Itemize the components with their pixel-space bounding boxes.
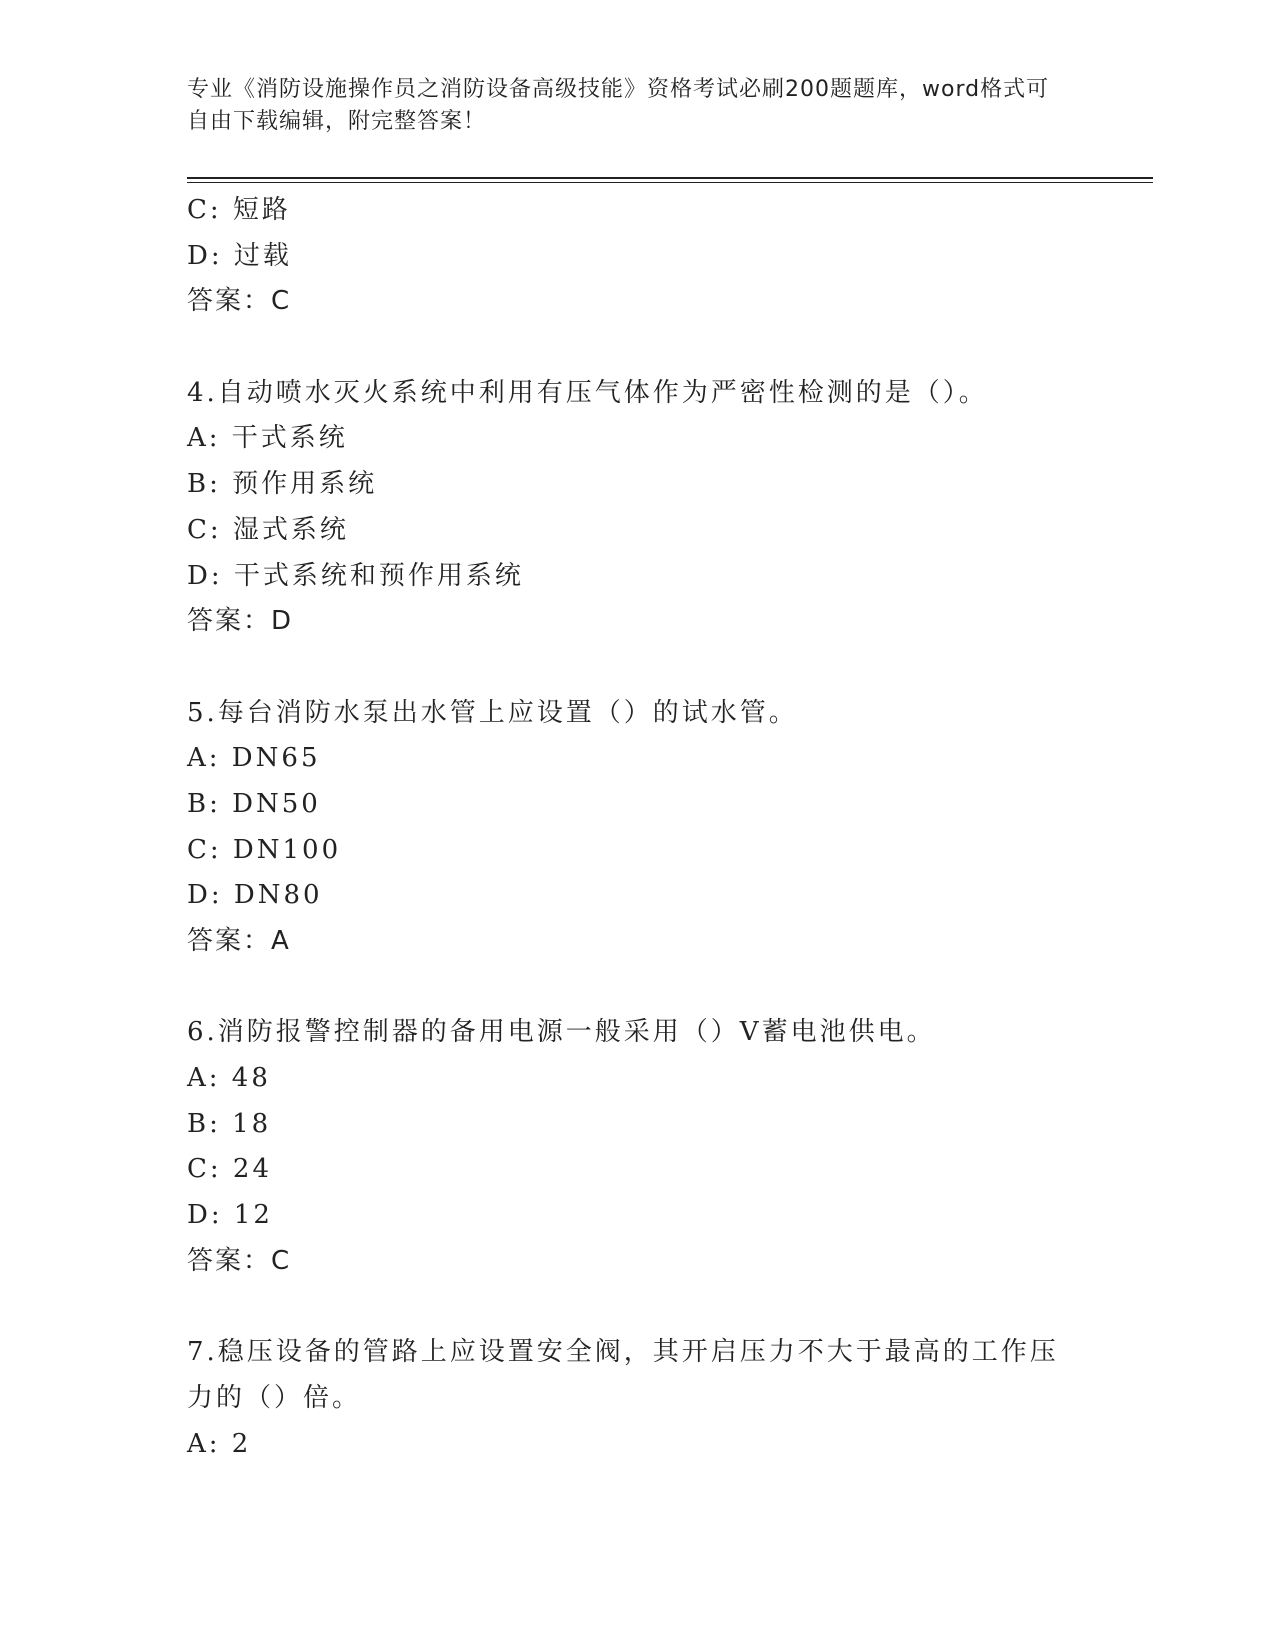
question-list [187, 188, 1087, 1467]
spacer [187, 325, 1087, 371]
header-divider-thin [187, 182, 1153, 183]
option-d: D: 过载 [187, 240, 292, 271]
answer-line: 答案：D [187, 606, 294, 637]
option-b: B: 18 [187, 1108, 272, 1139]
option-a: A: DN65 [187, 743, 321, 774]
option-a: A: 干式系统 [187, 423, 348, 454]
answer-line: 答案：C [187, 286, 292, 317]
option-c: C: 24 [187, 1154, 273, 1185]
spacer [187, 645, 1087, 691]
answer-line: 答案：C [187, 1245, 292, 1276]
page-header: 专业《消防设施操作员之消防设备高级技能》资格考试必刷200题题库，word格式可自由下载编辑，附完整答案！ [187, 77, 1050, 134]
question-stem: 5.每台消防水泵出水管上应设置（）的试水管。 [187, 697, 798, 728]
option-a: A: 2 [187, 1428, 252, 1459]
spacer [187, 1285, 1087, 1331]
answer-line: 答案：A [187, 926, 291, 956]
spacer [187, 965, 1087, 1011]
option-d: D: 12 [187, 1200, 273, 1231]
option-a: A: 48 [187, 1063, 271, 1094]
question-stem: 4.自动喷水灭火系统中利用有压气体作为严密性检测的是（）。 [187, 377, 988, 408]
header-divider-thick [187, 177, 1153, 179]
option-b: B: 预作用系统 [187, 469, 378, 500]
option-d: D: DN80 [187, 880, 323, 911]
option-c: C: 湿式系统 [187, 514, 349, 545]
option-c: C: 短路 [187, 195, 291, 225]
option-b: B: DN50 [187, 788, 321, 819]
option-c: C: DN100 [187, 834, 342, 865]
question-stem: 6.消防报警控制器的备用电源一般采用（）V蓄电池供电。 [187, 1017, 936, 1048]
question-stem: 7.稳压设备的管路上应设置安全阀，其开启压力不大于最高的工作压力的（）倍。 [187, 1337, 1059, 1413]
option-d: D: 干式系统和预作用系统 [187, 560, 524, 591]
